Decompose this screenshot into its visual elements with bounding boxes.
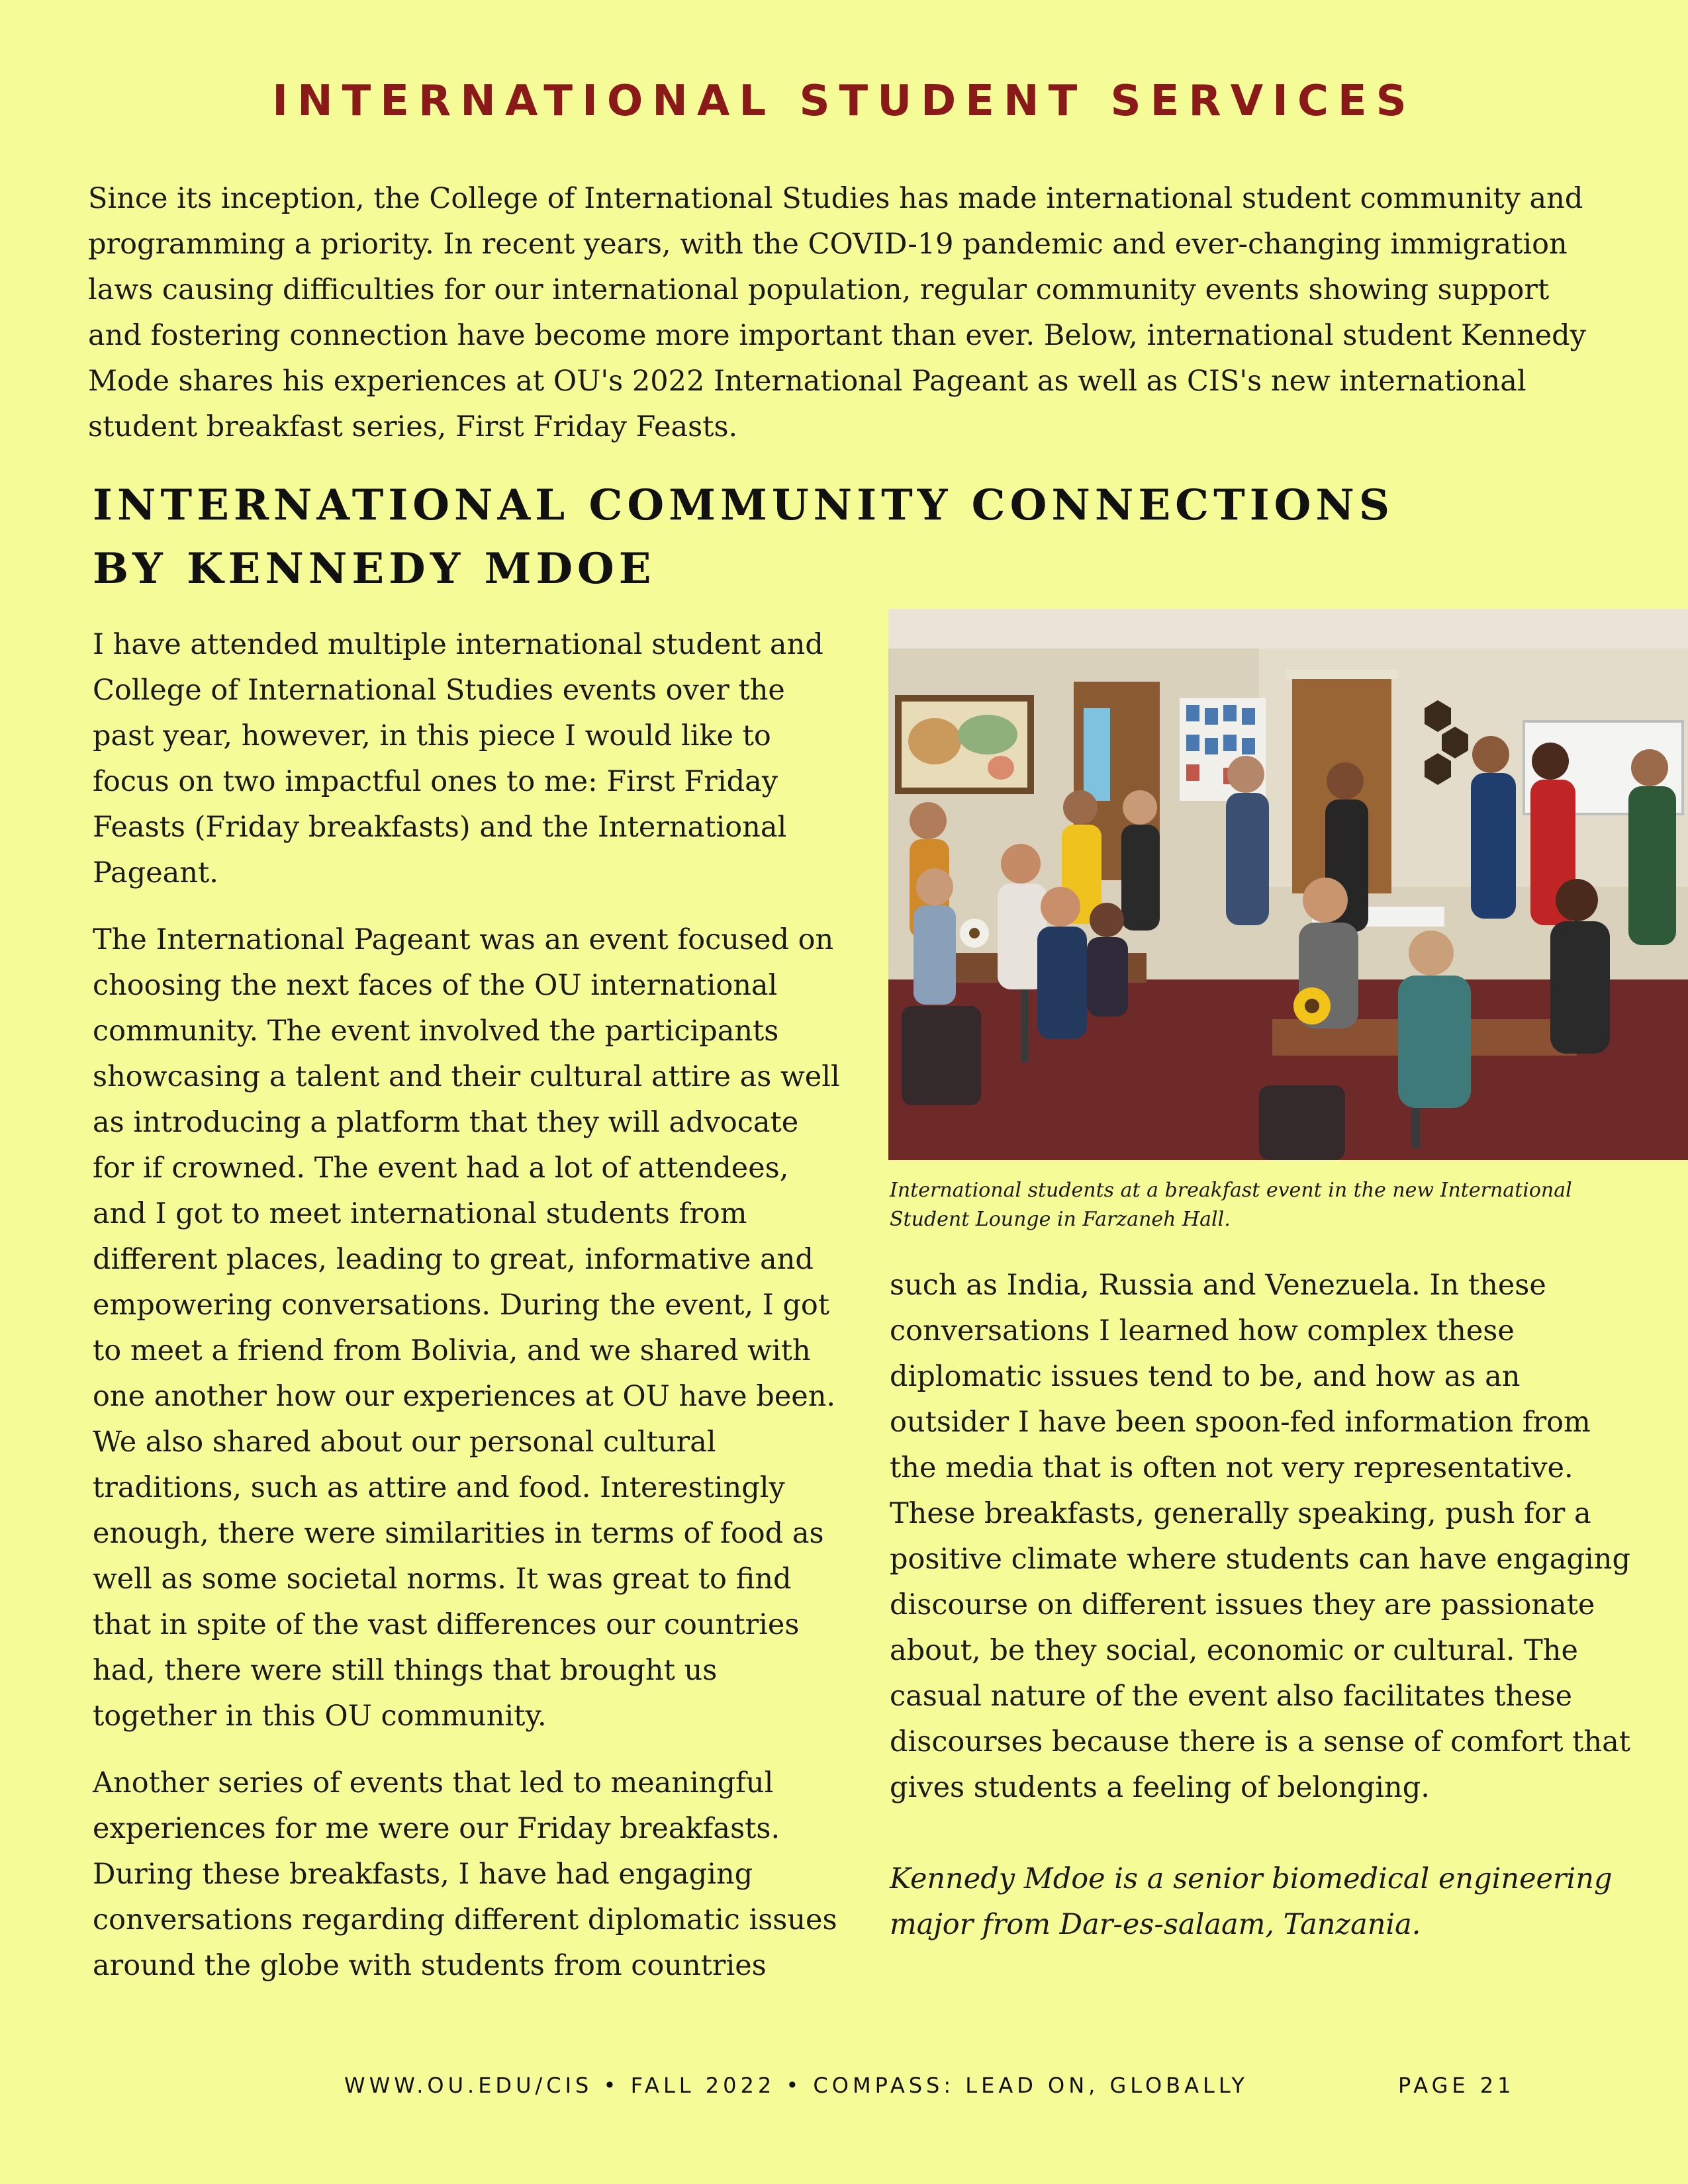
article-paragraph-2: The International Pageant was an event focused on choosing the next faces of the OU international community. The event involved the participants showcasing a talent and their cultural attire as well as introducing a platform that they will advocate for if crowned. The event had a lot of attendees, and I got to meet international students from different places, leading to great, informative and empowering conversations. During the event, I got to meet a friend from Bolivia, and we shared with one another how our experiences at OU have been. We also shared about our personal cultural traditions, such as attire and food. Interestingly enough, there were similarities in terms of food as well as some societal norms. It was great to find that in spite of the vast differences our countries had, there were still things that brought us together in this OU community. [93, 923, 840, 1733]
article-paragraph-1: I have attended multiple international student and College of International Studies events over the past year, however, in this piece I would like to focus on two impactful ones to me: First Friday Feasts (Friday breakfasts) and the International Pageant. [93, 628, 823, 889]
author-bio: Kennedy Mdoe is a senior biomedical engineering major from Dar-es-salaam, Tanzania. [890, 1862, 1613, 1941]
page-number: PAGE 21 [1398, 2073, 1515, 2098]
article-left-column [93, 622, 844, 1989]
event-photo-illustration [888, 609, 1688, 1160]
article-paragraph-3: Another series of events that led to meaningful experiences for me were our Friday breakfasts. During these breakfasts, I have had engaging conversations regarding different diplomatic issues around the globe with students from countries [93, 1766, 837, 1982]
article-byline: BY KENNEDY MDOE [93, 544, 656, 594]
section-title: INTERNATIONAL STUDENT SERVICES [272, 77, 1416, 126]
photo-caption: International students at a breakfast event in the new International Student Lounge in Farzaneh Hall. [890, 1179, 1572, 1231]
article-right-column [890, 1263, 1638, 1948]
article-continuation: such as India, Russia and Venezuela. In these conversations I learned how complex these diplomatic issues tend to be, and how as an outsider I have been spoon-fed information from the media that is often not very representative. These breakfasts, generally speaking, push for a positive climate where students can have engaging discourse on different issues they are passionate about, be they social, economic or cultural. The casual nature of the event also facilitates these discourses because there is a sense of comfort that gives students a feeling of belonging. [890, 1269, 1631, 1804]
article-title [93, 474, 1483, 601]
event-photo [888, 609, 1688, 1160]
article-title-line-1: INTERNATIONAL COMMUNITY CONNECTIONS [93, 480, 1395, 530]
intro-paragraph: Since its inception, the College of International Studies has made international student community and programming a priority. In recent years, with the COVID-19 pandemic and ever-changing immigration laws causing difficulties for our international population, regular community events showing support and fostering connection have become more important than ever. Below, international student Kennedy Mode shares his experiences at OU's 2022 International Pageant as well as CIS's new international student breakfast series, First Friday Feasts. [88, 182, 1586, 443]
footer-text: WWW.OU.EDU/CIS • FALL 2022 • COMPASS: LEAD ON, GLOBALLY [344, 2073, 1248, 2098]
